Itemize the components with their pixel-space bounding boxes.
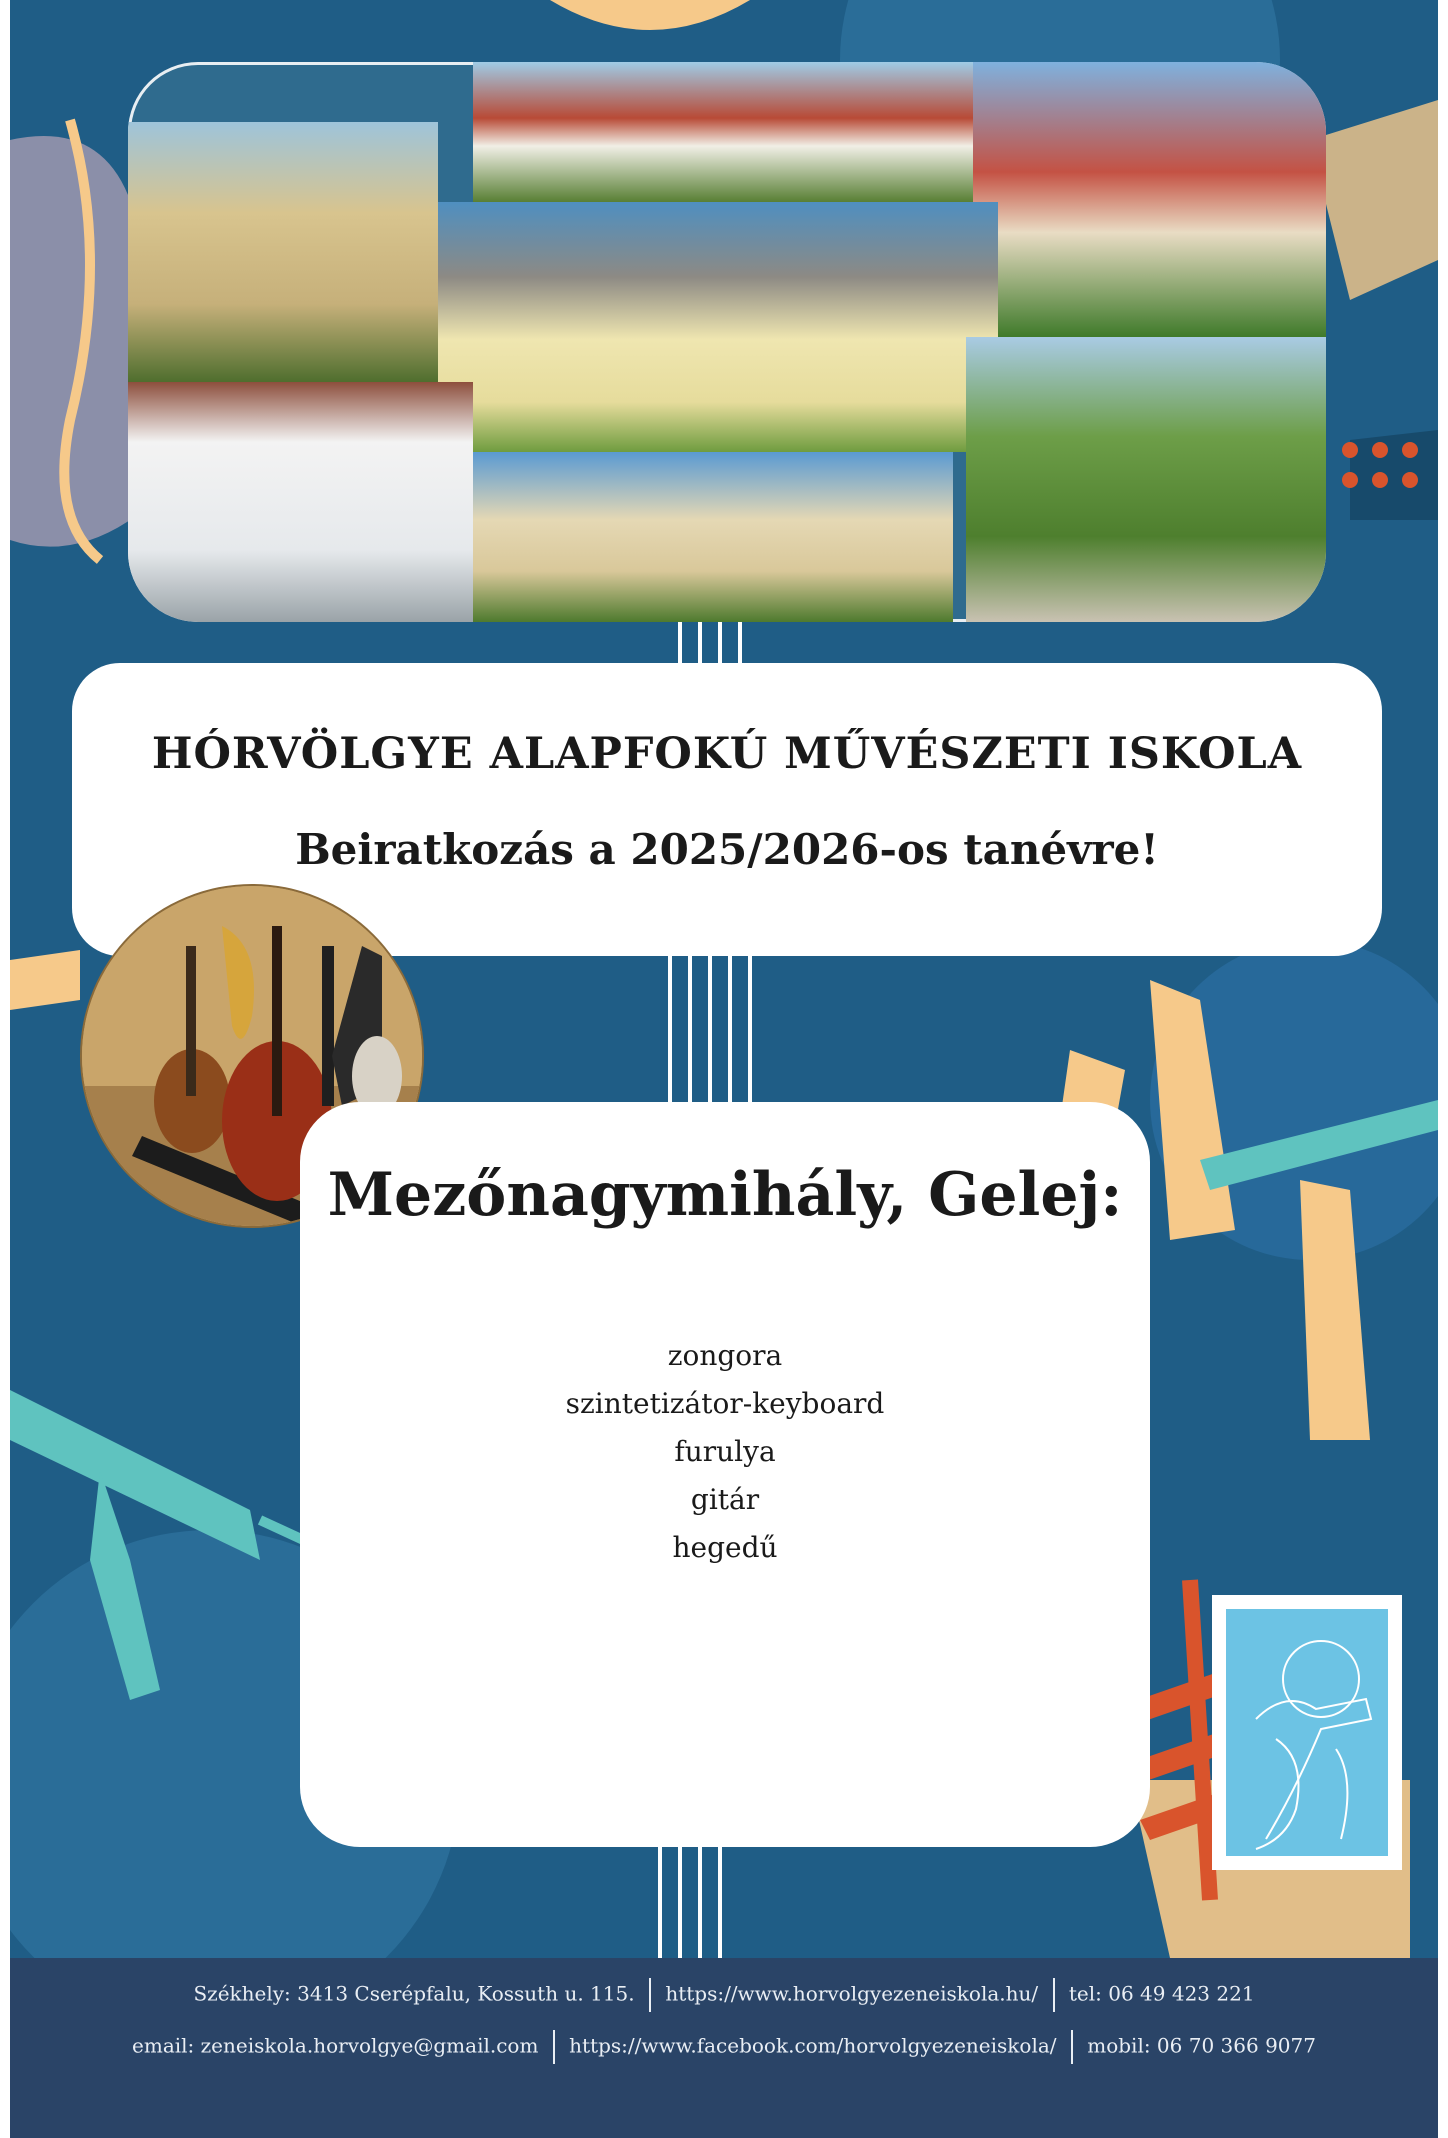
trumpet-player-logo-icon bbox=[1226, 1609, 1388, 1856]
divider bbox=[553, 2030, 555, 2064]
logo-emblem bbox=[1226, 1609, 1388, 1856]
email-link[interactable]: email: zeneiskola.horvolgye@gmail.com bbox=[132, 2033, 539, 2058]
divider bbox=[649, 1978, 651, 2012]
list-item: hegedű bbox=[672, 1531, 778, 1564]
list-item: furulya bbox=[674, 1435, 776, 1468]
instrument-list bbox=[300, 1332, 1150, 1572]
list-item: gitár bbox=[690, 1483, 760, 1516]
list-item: zongora bbox=[667, 1339, 783, 1372]
school-photo-castle bbox=[128, 122, 438, 382]
phone-text: tel: 06 49 423 221 bbox=[1068, 1981, 1255, 2006]
info-panel bbox=[300, 1102, 1150, 1847]
school-name-title: HÓRVÖLGYE ALAPFOKÚ MŰVÉSZETI ISKOLA bbox=[151, 729, 1303, 779]
divider bbox=[1071, 2030, 1073, 2064]
school-photo-modern-building bbox=[973, 62, 1326, 337]
divider bbox=[1053, 1978, 1055, 2012]
school-logo bbox=[1212, 1595, 1402, 1870]
school-photo-willow bbox=[966, 337, 1326, 622]
school-photo-entrance bbox=[438, 202, 998, 452]
footer-row-2 bbox=[10, 2030, 1438, 2064]
facebook-link[interactable]: https://www.facebook.com/horvolgyezeneiskola/ bbox=[569, 2033, 1057, 2058]
website-link[interactable]: https://www.horvolgyezeneiskola.hu/ bbox=[665, 1981, 1039, 2006]
enrollment-subtitle: Beiratkozás a 2025/2026-os tanévre! bbox=[295, 825, 1159, 874]
location-heading: Mezőnagymihály, Gelej: bbox=[327, 1160, 1123, 1230]
school-photo-white-building bbox=[128, 382, 473, 622]
school-photo-rotunda bbox=[473, 452, 953, 622]
school-photo-manor bbox=[473, 62, 973, 202]
mobile-text: mobil: 06 70 366 9077 bbox=[1087, 2033, 1316, 2058]
school-photo-collage bbox=[128, 62, 1326, 622]
address-text: Székhely: 3413 Cserépfalu, Kossuth u. 115. bbox=[193, 1981, 635, 2006]
list-item: szintetizátor-keyboard bbox=[565, 1387, 885, 1420]
contact-footer bbox=[10, 1958, 1438, 2138]
footer-row-1 bbox=[10, 1978, 1438, 2012]
